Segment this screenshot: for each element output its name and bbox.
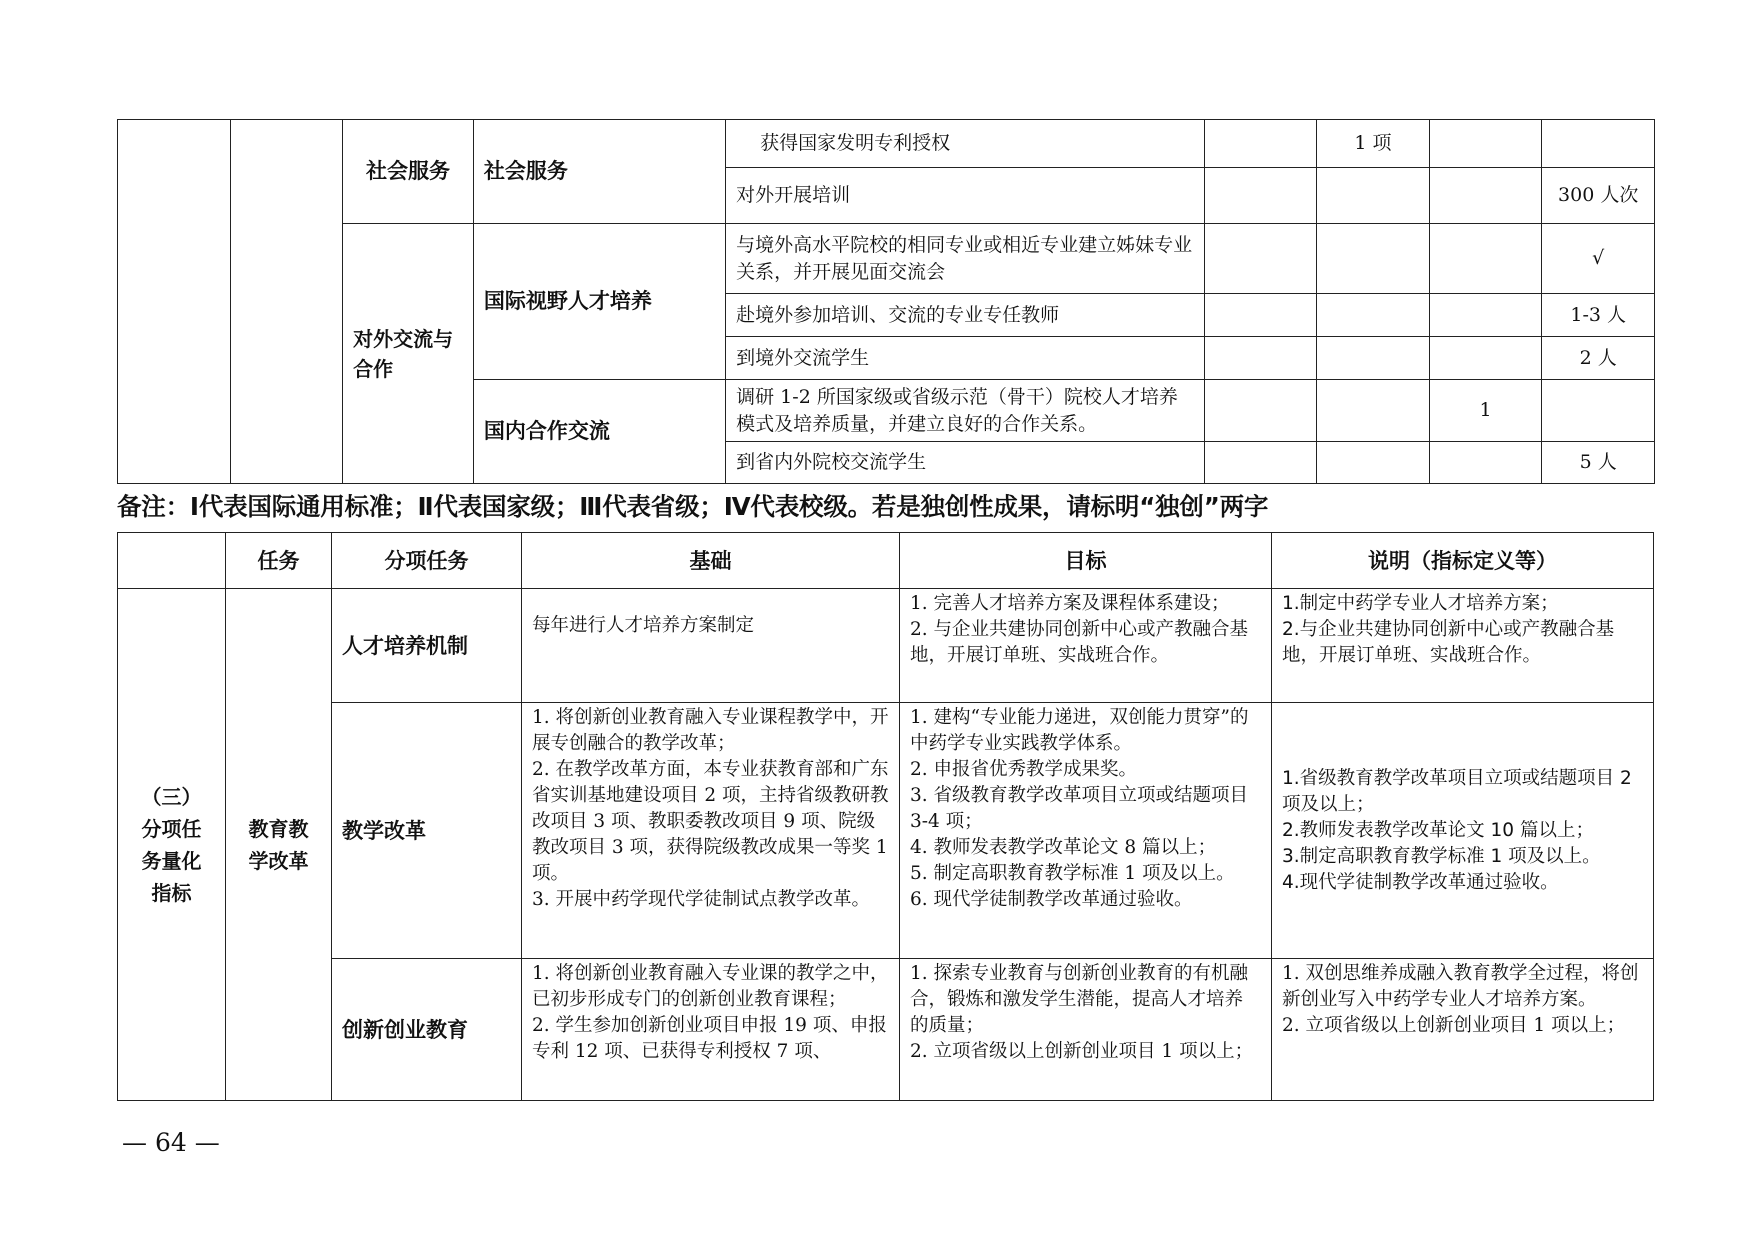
empty-cell <box>1317 380 1430 442</box>
indicator-value: √ <box>1542 224 1655 294</box>
empty-cell <box>1429 337 1542 380</box>
empty-cell <box>1204 442 1317 484</box>
indicator-content: 调研 1-2 所国家级或省级示范（骨干）院校人才培养模式及培养质量，并建立良好的合作关系。 <box>726 380 1204 442</box>
header-basis: 基础 <box>522 533 900 589</box>
goal-cell: 1. 建构“专业能力递进，双创能力贯穿”的中药学专业实践教学体系。 2. 申报省优秀教学成果奖。 3. 省级教育教学改革项目立项或结题项目 3-4 项； 4. 教师发表教学改革论文 8 篇以上； 5. 制定高职教育教学标准 1 项及以上。 6. 现代学徒制教学改革通过验收。 <box>900 703 1272 959</box>
empty-cell <box>1429 442 1542 484</box>
empty-cell <box>1204 337 1317 380</box>
basis-cell: 1. 将创新创业教育融入专业课程教学中，开展专创融合的教学改革； 2. 在教学改革方面，本专业获教育部和广东省实训基地建设项目 2 项，主持省级教研教改项目 3 项、教职委教改项目 9 项、院级教改项目 3 项，获得院级教改成果一等奖 1 项。 3. 开展中药学现代学徒制试点教学改革。 <box>522 703 900 959</box>
quantified-indicator-table <box>117 532 1654 1101</box>
indicator-content: 获得国家发明专利授权 <box>726 120 1204 168</box>
header-subtask: 分项任务 <box>332 533 522 589</box>
task-external-cooperation: 对外交流与合作 <box>343 224 474 484</box>
empty-cell <box>230 120 343 484</box>
empty-cell <box>1204 380 1317 442</box>
indicator-content: 与境外高水平院校的相同专业或相近专业建立姊妹专业关系，并开展见面交流会 <box>726 224 1204 294</box>
empty-cell <box>1204 168 1317 224</box>
table-row <box>118 959 1654 1101</box>
empty-cell <box>1542 120 1655 168</box>
indicator-value: 5 人 <box>1542 442 1655 484</box>
note-cell: 1.省级教育教学改革项目立项或结题项目 2 项及以上； 2.教师发表教学改革论文 10 篇以上； 3.制定高职教育教学标准 1 项及以上。 4.现代学徒制教学改革通过验收。 <box>1272 703 1654 959</box>
basis-cell: 每年进行人才培养方案制定 <box>522 589 900 703</box>
subtask-innovation: 创新创业教育 <box>332 959 522 1101</box>
empty-cell <box>1317 294 1430 337</box>
subtask-social-service: 社会服务 <box>473 120 725 224</box>
empty-cell <box>118 120 231 484</box>
task-social-service: 社会服务 <box>343 120 474 224</box>
empty-cell <box>1429 294 1542 337</box>
table-row <box>118 703 1654 959</box>
subtask-international: 国际视野人才培养 <box>473 224 725 380</box>
empty-cell <box>1429 120 1542 168</box>
goal-cell: 1. 探索专业教育与创新创业教育的有机融合，锻炼和激发学生潜能，提高人才培养的质量； 2. 立项省级以上创新创业项目 1 项以上； <box>900 959 1272 1101</box>
empty-cell <box>1542 380 1655 442</box>
indicator-content: 到省内外院校交流学生 <box>726 442 1204 484</box>
basis-cell: 1. 将创新创业教育融入专业课的教学之中，已初步形成专门的创新创业教育课程； 2. 学生参加创新创业项目申报 19 项、申报专利 12 项、已获得专利授权 7 项、 <box>522 959 900 1101</box>
header-blank <box>118 533 226 589</box>
task-label: 教育教 学改革 <box>226 589 332 1101</box>
empty-cell <box>1317 337 1430 380</box>
indicator-value: 1-3 人 <box>1542 294 1655 337</box>
header-row <box>118 533 1654 589</box>
table-row <box>118 224 1655 294</box>
empty-cell <box>1429 224 1542 294</box>
subtask-reform: 教学改革 <box>332 703 522 959</box>
indicator-content: 赴境外参加培训、交流的专业专任教师 <box>726 294 1204 337</box>
subtask-talent: 人才培养机制 <box>332 589 522 703</box>
header-task: 任务 <box>226 533 332 589</box>
indicator-content: 到境外交流学生 <box>726 337 1204 380</box>
empty-cell <box>1204 120 1317 168</box>
remark-note: 备注：Ⅰ代表国际通用标准；Ⅱ代表国家级；Ⅲ代表省级；Ⅳ代表校级。若是独创性成果，请标明“独创”两字 <box>117 492 1269 521</box>
header-goal: 目标 <box>900 533 1272 589</box>
indicator-content: 对外开展培训 <box>726 168 1204 224</box>
empty-cell <box>1204 294 1317 337</box>
indicator-value: 300 人次 <box>1542 168 1655 224</box>
indicator-value: 1 项 <box>1317 120 1430 168</box>
empty-cell <box>1317 224 1430 294</box>
top-indicator-table <box>117 119 1655 484</box>
empty-cell <box>1317 442 1430 484</box>
empty-cell <box>1429 168 1542 224</box>
header-note: 说明（指标定义等） <box>1272 533 1654 589</box>
empty-cell <box>1317 168 1430 224</box>
page-number: — 64 — <box>122 1128 220 1157</box>
indicator-value: 2 人 <box>1542 337 1655 380</box>
empty-cell <box>1204 224 1317 294</box>
section-label: （三） 分项任 务量化 指标 <box>118 589 226 1101</box>
table-row <box>118 589 1654 703</box>
note-cell: 1.制定中药学专业人才培养方案； 2.与企业共建协同创新中心或产教融合基地，开展订单班、实战班合作。 <box>1272 589 1654 703</box>
table-row <box>118 120 1655 168</box>
indicator-value: 1 <box>1429 380 1542 442</box>
note-cell: 1. 双创思维养成融入教育教学全过程，将创新创业写入中药学专业人才培养方案。 2. 立项省级以上创新创业项目 1 项以上； <box>1272 959 1654 1101</box>
subtask-domestic: 国内合作交流 <box>473 380 725 484</box>
goal-cell: 1. 完善人才培养方案及课程体系建设； 2. 与企业共建协同创新中心或产教融合基地，开展订单班、实战班合作。 <box>900 589 1272 703</box>
